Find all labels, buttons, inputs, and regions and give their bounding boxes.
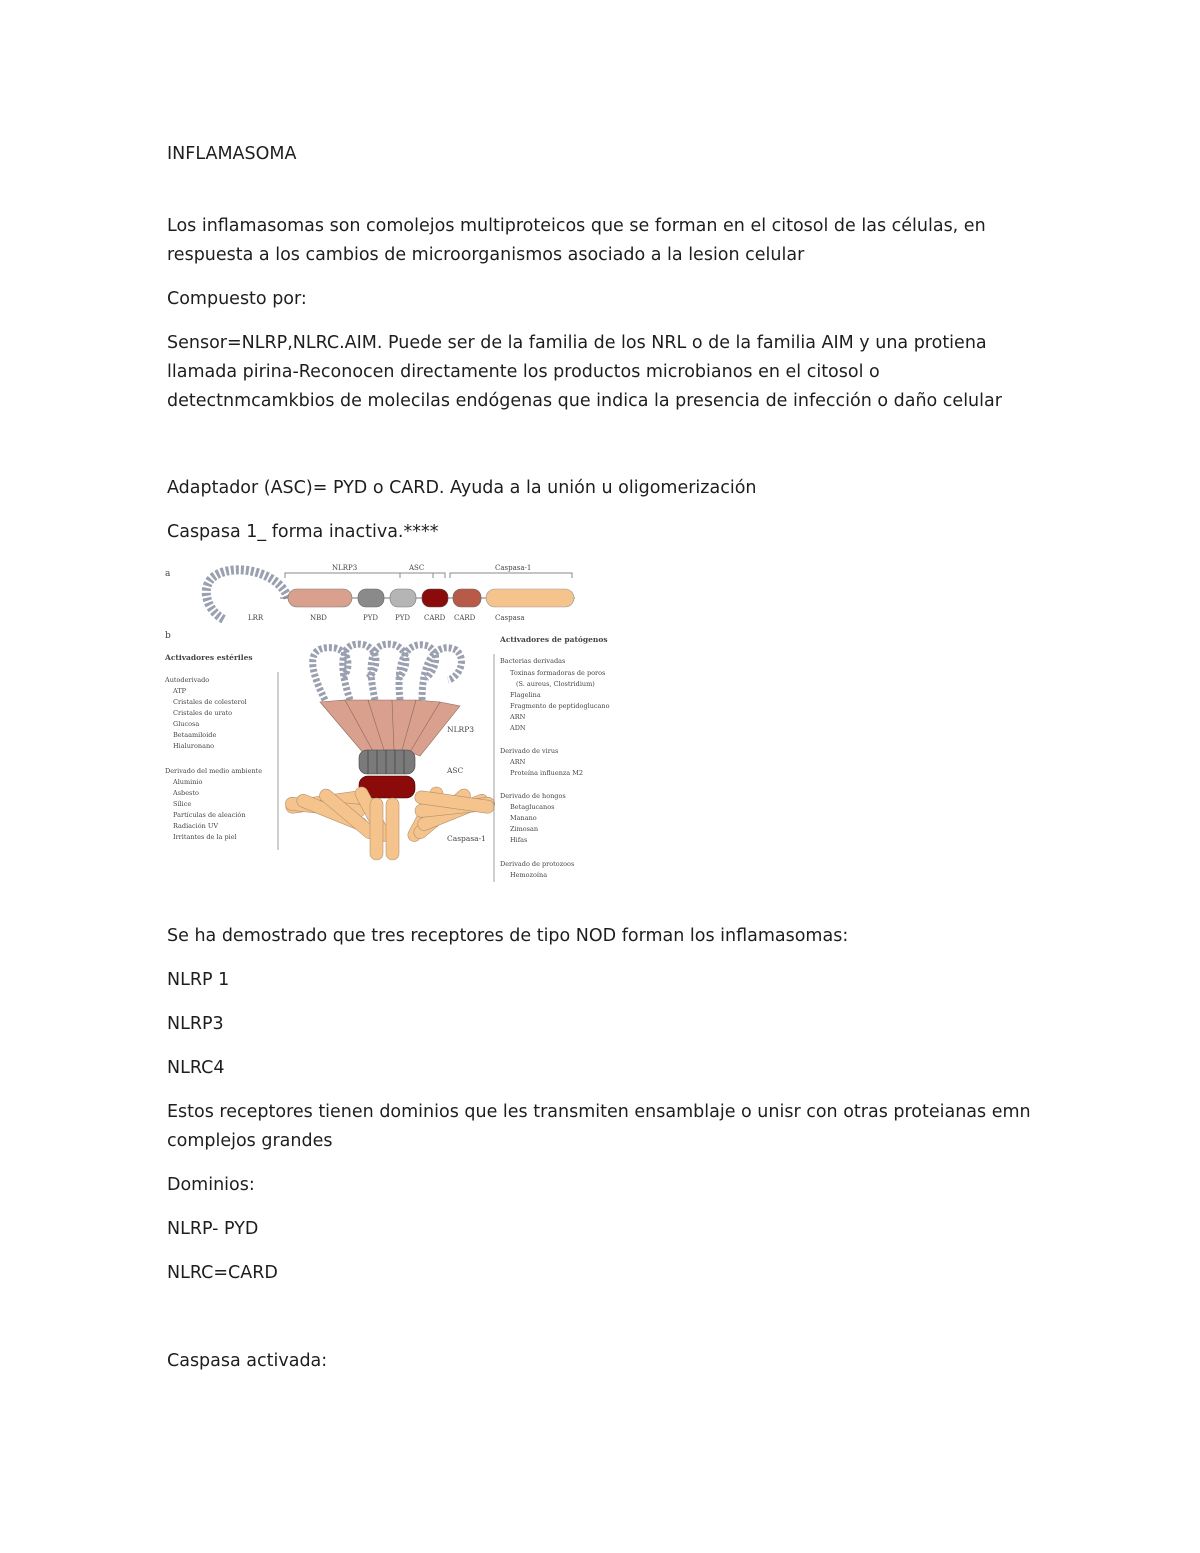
sterile-item: Partículas de aleación — [173, 811, 246, 819]
header-nlrp3: NLRP3 — [332, 564, 358, 572]
card-domain-caspase — [453, 589, 481, 607]
pathogen-group-title: Bacterias derivadas — [500, 657, 566, 665]
pathogen-item: Proteína influenza M2 — [510, 769, 584, 777]
pathogen-item: (S. aureus, Clostridium) — [516, 680, 595, 688]
pathogen-title: Activadores de patógenos — [500, 635, 608, 644]
sensor-line-1: Sensor=NLRP,NLRC.AIM. Puede ser de la familia de los NRL o de la familia AIM y una protiena — [167, 333, 987, 353]
sterile-item: ATP — [173, 687, 187, 695]
sterile-group-title: Autoderivado — [165, 676, 210, 684]
domains-text-line-1: Estos receptores tienen dominios que les transmiten ensamblaje o unisr con otras proteianas emn — [167, 1102, 1031, 1122]
panel-b-label: b — [165, 631, 171, 641]
sterile-item: Cristales de colesterol — [173, 698, 247, 706]
pathogen-item: Flagelina — [510, 691, 541, 699]
inflammasome-diagram — [160, 560, 630, 890]
inflammasome-figure — [160, 560, 630, 890]
domain-label-pyd: PYD — [363, 614, 378, 622]
composed-label: Compuesto por: — [167, 289, 307, 309]
pathogen-item: Fragmento de peptidoglucano — [510, 702, 610, 710]
domain-label-caspase: Caspasa — [495, 614, 525, 622]
sterile-item: Asbesto — [173, 789, 199, 797]
sterile-item: Sílice — [173, 800, 192, 808]
caspase-bracket — [450, 573, 572, 578]
adapter-line: Adaptador (ASC)= PYD o CARD. Ayuda a la unión u oligomerización — [167, 478, 757, 498]
pyd-domain-asc — [390, 589, 416, 607]
header-caspase: Caspasa-1 — [495, 564, 532, 572]
receptor-item: NLRP 1 — [167, 970, 230, 990]
inflammasome-assembly — [285, 644, 496, 860]
pathogen-item: ARN — [510, 758, 526, 766]
domains-text-line-2: complejos grandes — [167, 1131, 333, 1151]
sterile-item: Radiación UV — [173, 822, 219, 830]
pathogen-group-title: Derivado de hongos — [500, 792, 566, 800]
sterile-item: Betaamiloide — [173, 731, 217, 739]
sensor-line-3: detectnmcamkbios de molecilas endógenas que indica la presencia de infección o daño celular — [167, 391, 1002, 411]
domain-item: NLRC=CARD — [167, 1263, 278, 1283]
caspase-active-label: Caspasa activada: — [167, 1351, 328, 1371]
pathogen-item: ADN — [510, 724, 526, 732]
header-asc: ASC — [409, 564, 425, 572]
pyd-domain — [358, 589, 384, 607]
domain-label-lrr: LRR — [248, 614, 264, 622]
intro-line-2: respuesta a los cambios de microorganismos asociado a la lesion celular — [167, 245, 805, 265]
side-label-caspase: Caspasa-1 — [447, 834, 486, 843]
sterile-title: Activadores estériles — [165, 653, 253, 662]
pathogen-item: Betaglucanos — [510, 803, 555, 811]
domains-label: Dominios: — [167, 1175, 255, 1195]
panel-a-label: a — [165, 569, 171, 579]
receptor-item: NLRC4 — [167, 1058, 225, 1078]
pathogen-item: Zimosan — [510, 825, 539, 833]
domain-label-card-asc: CARD — [424, 614, 446, 622]
nlrp3-bracket — [285, 573, 433, 578]
document-title: INFLAMASOMA — [167, 144, 297, 164]
pathogen-list — [500, 657, 610, 879]
nod-intro: Se ha demostrado que tres receptores de tipo NOD forman los inflamasomas: — [167, 926, 849, 946]
asc-bracket — [400, 573, 445, 578]
sterile-list — [164, 676, 262, 841]
lrr-coil — [206, 570, 288, 620]
side-label-nlrp3: NLRP3 — [447, 725, 475, 734]
sterile-item: Hialuronano — [173, 742, 215, 750]
intro-line-1: Los inflamasomas son comolejos multiproteicos que se forman en el citosol de las células, en — [167, 216, 986, 236]
sterile-item: Cristales de urato — [173, 709, 233, 717]
pathogen-item: Manano — [510, 814, 537, 822]
domain-item: NLRP- PYD — [167, 1219, 259, 1239]
sterile-item: Irritantes de la piel — [173, 833, 237, 841]
pathogen-group-title: Derivado de virus — [500, 747, 559, 755]
caspase-domain — [486, 589, 574, 607]
card-domain-asc — [422, 589, 448, 607]
domain-label-pyd-asc: PYD — [395, 614, 410, 622]
pathogen-item: Hifas — [510, 836, 528, 844]
receptor-item: NLRP3 — [167, 1014, 224, 1034]
pathogen-group-title: Derivado de protozoos — [500, 860, 575, 868]
sterile-group-title: Derivado del medio ambiente — [165, 767, 263, 775]
caspase-line: Caspasa 1_ forma inactiva.**** — [167, 522, 439, 542]
nbd-domain — [288, 589, 352, 607]
side-label-asc: ASC — [447, 766, 464, 775]
pathogen-item: ARN — [510, 713, 526, 721]
domain-label-card-caspase: CARD — [454, 614, 476, 622]
pathogen-item: Toxinas formadoras de poros — [510, 669, 606, 677]
sterile-item: Aluminio — [173, 778, 203, 786]
pathogen-item: Hemozoína — [510, 871, 548, 879]
domain-label-nbd: NBD — [310, 614, 327, 622]
sensor-line-2: llamada pirina-Reconocen directamente los productos microbianos en el citosol o — [167, 362, 880, 382]
sterile-item: Glucosa — [173, 720, 200, 728]
